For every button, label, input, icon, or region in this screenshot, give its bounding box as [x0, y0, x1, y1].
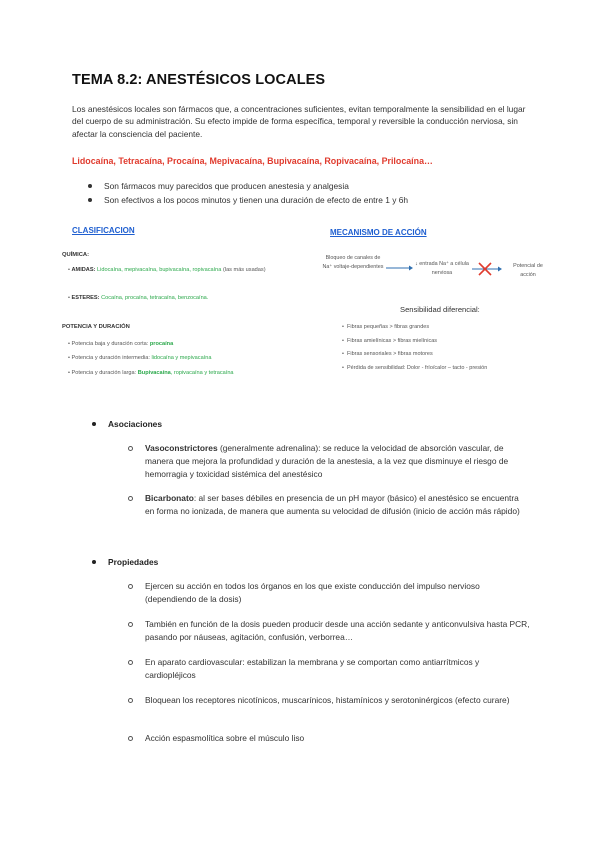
potencia-larga-line: • Potencia y duración larga: Bupivacaína, ropivacaína y tetracaína: [68, 370, 234, 376]
list-item: Vasoconstrictores (generalmente adrenalina): se reduce la velocidad de absorción vascular, de manera que mejora la profundidad y duración de la anestesia, a la vez que disminuye el riesgo de hemorragia y toxicidad sistémica del anestésico: [128, 442, 528, 482]
clasificacion-heading: CLASIFICACION: [72, 226, 135, 235]
bullet-icon: [92, 422, 96, 426]
intro-paragraph: Los anestésicos locales son fármacos que, a concentraciones suficientes, evitan temporalmente la sensibilidad en el lugar del cuerpo de su administración. Su efecto impide de forma específica, temporal y reversible la conducción nerviosa, sin afectar la consciencia del paciente.: [72, 104, 526, 139]
list-item: Bicarbonato: al ser bases débiles en presencia de un pH mayor (básico) el anestésico se encuentra en forma no ionizada, de manera que aumenta su velocidad de difusión (inicio de acción más rápido): [128, 492, 528, 532]
clasificacion-figure: [62, 226, 322, 386]
bullet-item: Son efectivos a los pocos minutos y tienen una duración de efecto de entre 1 y 6h: [88, 195, 408, 205]
mecanismo-step-3: Potencial de acción: [513, 263, 543, 278]
list-item: Acción espasmolítica sobre el músculo liso: [128, 732, 528, 748]
sensibilidad-title: Sensibilidad diferencial:: [400, 305, 480, 314]
bullet-icon: [88, 184, 92, 188]
mecanismo-heading: MECANISMO DE ACCIÓN: [330, 228, 427, 237]
mecanismo-step-2: ↓ entrada Na⁺ a célula nerviosa: [415, 261, 469, 276]
mecanismo-step-1: Bloqueo de canales de Na⁺ voltaje-dependientes: [322, 255, 384, 270]
sensibilidad-item: • Fibras amielínicas > fibras mielínicas: [342, 338, 438, 344]
list-item: También en función de la dosis pueden producir desde una acción sedante y anticonvulsiva hasta PCR, pasando por náuseas, agitación, confusión, verborrea…: [128, 618, 528, 646]
drug-list: Lidocaína, Tetracaína, Procaína, Mepivacaína, Bupivacaína, Ropivacaína, Prilocaína…: [72, 156, 433, 166]
circle-bullet-icon: [128, 584, 133, 589]
potencia-baja-line: • Potencia baja y duración corta: procaína: [68, 341, 174, 347]
blocked-arrow-icon: [470, 262, 504, 276]
bullet-icon: [92, 560, 96, 564]
bullet-item: Son fármacos muy parecidos que producen anestesia y analgesia: [88, 181, 349, 191]
circle-bullet-icon: [128, 622, 133, 627]
arrow-right-icon: [384, 264, 414, 272]
potencia-media-line: • Potencia y duración intermedia: lidocaína y mepivacaína: [68, 355, 212, 361]
circle-bullet-icon: [128, 496, 133, 501]
circle-bullet-icon: [128, 736, 133, 741]
propiedades-heading: Propiedades: [92, 557, 158, 567]
circle-bullet-icon: [128, 698, 133, 703]
page-title: TEMA 8.2: ANESTÉSICOS LOCALES: [72, 72, 326, 88]
circle-bullet-icon: [128, 660, 133, 665]
list-item: Ejercen su acción en todos los órganos en los que existe conducción del impulso nervioso (dependiendo de la dosis): [128, 580, 528, 608]
asociaciones-heading: Asociaciones: [92, 419, 162, 429]
sensibilidad-item: • Fibras pequeñas > fibras grandes: [342, 324, 430, 330]
sensibilidad-item: • Fibras sensoriales > fibras motores: [342, 351, 433, 357]
list-item: Bloquean los receptores nicotínicos, muscarínicos, histamínicos y serotoninérgicos (efecto curare): [128, 694, 528, 722]
mecanismo-figure: [320, 226, 550, 386]
sensibilidad-item: • Pérdida de sensibilidad: Dolor - frío/calor – tacto - presión: [342, 365, 488, 371]
circle-bullet-icon: [128, 446, 133, 451]
esteres-line: • ESTERES: Cocaína, procaína, tetracaína, benzocaína.: [68, 295, 209, 301]
list-item: En aparato cardiovascular: estabilizan la membrana y se comportan como antiarrítmicos y cardiopléjicos: [128, 656, 528, 684]
quimica-label: QUÍMICA:: [62, 252, 90, 258]
potencia-label: POTENCIA Y DURACIÓN: [62, 324, 130, 330]
amidas-line: • AMIDAS: Lidocaína, mepivacaína, bupivacaína, ropivacaína (las más usadas): [68, 267, 266, 273]
bullet-icon: [88, 198, 92, 202]
